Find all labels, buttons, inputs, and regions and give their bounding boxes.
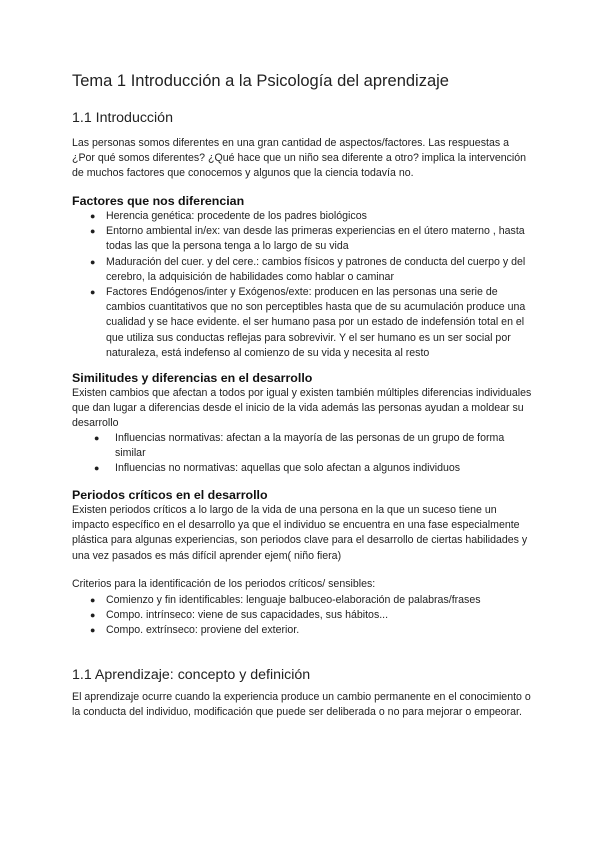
list-item: ● Entorno ambiental in/ex: van desde las primeras experiencias en el útero materno , hasta todas las que la persona tenga a lo largo de su vida: [90, 225, 525, 253]
list-item: ● Factores Endógenos/inter y Exógenos/exte: producen en las personas una serie de cambios cuantitativos que no son perceptibles hasta que de su acumulación produce una cualidad y se hace evidente. el ser humano pasa por un estado de indefensión total en el que utiliza sus conductas reflejas para sobrevivir. Y el ser humano es un ser social por naturaleza, está indefenso al comienzo de su vida y necesita al resto: [90, 286, 526, 359]
list-item: ● Maduración del cuer. y del cere.: cambios físicos y patrones de conducta del cuerpo y del cerebro, la adquisición de habilidades como hablar o caminar: [90, 255, 526, 283]
paragraph-similitudes: Existen cambios que afectan a todos por igual y existen también múltiples diferencias individuales que dan lugar a diferencias desde el inicio de la vida además las personas ayudan a moldear su desarrollo: [72, 387, 532, 430]
list-item: ● Influencias normativas: afectan a la mayoría de las personas de un grupo de forma similar: [94, 432, 505, 460]
list-similitudes: [72, 431, 532, 477]
heading-aprendizaje: 1.1 Aprendizaje: concepto y definición: [72, 667, 311, 683]
heading-introduccion: 1.1 Introducción: [72, 110, 173, 126]
list-item: ● Comienzo y fin identificables: lenguaje balbuceo-elaboración de palabras/frases: [72, 593, 532, 608]
paragraph-aprendizaje: El aprendizaje ocurre cuando la experiencia produce un cambio permanente en el conocimiento o la conducta del individuo, modificación que puede ser deliberada o no para mejorar o empeorar.: [72, 691, 531, 719]
list-item: ● Compo. extrínseco: proviene del exterior.: [72, 623, 532, 638]
list-item: ● Influencias no normativas: aquellas que solo afectan a algunos individuos: [72, 461, 532, 476]
bullet-icon: ●: [90, 256, 96, 267]
list-factores: [72, 209, 532, 361]
bullet-icon: ●: [90, 595, 96, 605]
paragraph-introduccion: Las personas somos diferentes en una gran cantidad de aspectos/factores. Las respuestas a ¿Por qué somos diferentes? ¿Qué hace que un niño sea diferente a otro? implica la intervención de muchos factores que conocemos y algunos que la ciencia todavía no.: [72, 137, 527, 180]
paragraph-periodos: Existen periodos críticos a lo largo de la vida de una persona en la que un suceso tiene un impacto específico en el desarrollo ya que el individuo se encuentra en una fase especialmente plástica para algunas experiencias, son periodos clave para el desarrollo de ciertas habilidades y una vez pasados es más difícil aprender ejem( niño fiera): [72, 504, 528, 562]
heading-factores: Factores que nos diferencian: [72, 194, 245, 208]
bullet-icon: ●: [90, 211, 96, 221]
bullet-icon: ●: [90, 226, 96, 237]
list-item: ● Compo. intrínseco: viene de sus capacidades, sus hábitos...: [72, 608, 532, 623]
list-item: ● Herencia genética: procedente de los padres biológicos: [72, 209, 532, 224]
heading-similitudes: Similitudes y diferencias en el desarrollo: [72, 371, 313, 385]
bullet-icon: ●: [90, 610, 96, 621]
bullet-icon: ●: [94, 433, 100, 443]
list-criterios: [72, 593, 532, 639]
document-title: Tema 1 Introducción a la Psicología del aprendizaje: [72, 72, 449, 90]
bullet-icon: ●: [94, 463, 100, 474]
bullet-icon: ●: [90, 625, 96, 636]
heading-periodos: Periodos críticos en el desarrollo: [72, 488, 268, 502]
paragraph-criterios: Criterios para la identificación de los periodos críticos/ sensibles:: [72, 578, 376, 590]
bullet-icon: ●: [90, 287, 96, 298]
